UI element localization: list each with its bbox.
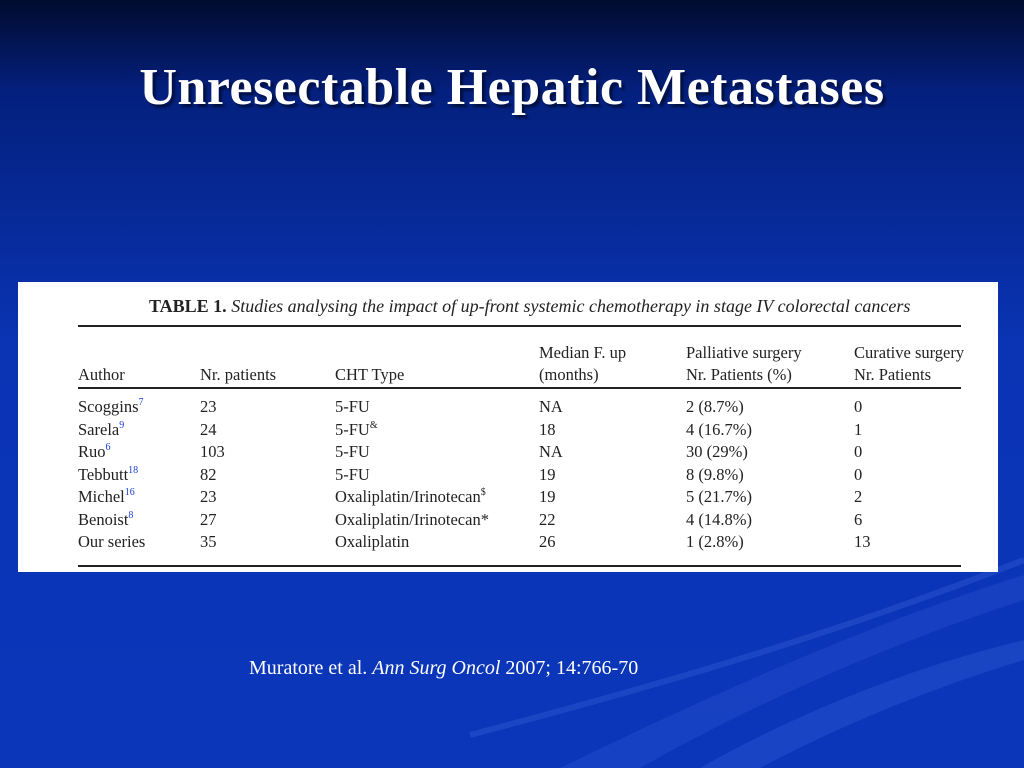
cell-follow-up: 22 [539, 509, 556, 529]
cell-cht-type: Oxaliplatin/Irinotecan* [335, 509, 489, 529]
reference-number[interactable]: 18 [128, 464, 139, 476]
header-follow-up-line1: Median F. up [539, 343, 627, 362]
reference-number[interactable]: 8 [128, 509, 134, 521]
citation-journal: Ann Surg Oncol [372, 657, 501, 679]
cell-patients: 24 [200, 419, 217, 439]
cell-follow-up: NA [539, 442, 563, 461]
reference-number[interactable]: 9 [119, 419, 125, 431]
cell-palliative: 30 (29%) [686, 442, 748, 461]
table-row [18, 509, 998, 532]
cell-author: Scoggins$^7$ [78, 397, 144, 416]
cell-author: Michel$^{16}$ [78, 487, 135, 506]
table-top-rule [78, 325, 961, 327]
cell-patients: 82 [200, 464, 217, 484]
cell-palliative: 1 (2.8%) [686, 532, 744, 551]
cell-curative: 0 [854, 397, 863, 416]
reference-number[interactable]: 6 [105, 442, 111, 453]
table-row [18, 396, 998, 419]
table-bottom-rule [78, 565, 961, 567]
cell-author: Ruo$^6$ [78, 442, 111, 461]
header-palliative-line2: Nr. Patients (%) [686, 365, 792, 384]
cht-footnote-mark: $ [480, 487, 486, 498]
cell-cht-type: 5-FU& [335, 419, 378, 439]
header-follow-up-line2: (months) [539, 365, 599, 384]
cell-cht-type: Oxaliplatin/Irinotecan$ [335, 487, 486, 506]
cell-cht-type: Oxaliplatin [335, 532, 410, 551]
table-caption-text: Studies analysing the impact of up-front systemic chemotherapy in stage IV colorectal cancers [231, 296, 911, 316]
table-row [18, 441, 998, 464]
citation [249, 657, 638, 680]
cell-curative: 6 [854, 509, 863, 529]
table-row [18, 486, 998, 509]
cell-palliative: 4 (16.7%) [686, 419, 752, 439]
cell-cht-type: 5-FU [335, 442, 370, 461]
slide-title: Unresectable Hepatic Metastases [139, 59, 885, 116]
table-row [18, 464, 998, 487]
cell-patients: 35 [200, 532, 217, 551]
header-curative [854, 342, 964, 386]
cell-palliative: 4 (14.8%) [686, 509, 752, 529]
header-cht-type: CHT Type [335, 365, 405, 384]
table-row [18, 531, 998, 554]
cell-curative: 0 [854, 464, 863, 484]
cell-cht-type: 5-FU [335, 397, 370, 416]
header-curative-line1: Curative surgery [854, 343, 965, 362]
cell-patients: 103 [200, 442, 225, 461]
header-author: Author [78, 365, 125, 384]
cell-follow-up: 26 [539, 532, 556, 551]
cell-curative: 0 [854, 442, 863, 461]
table-caption [149, 296, 979, 317]
cell-author: Sarela$^9$ [78, 419, 125, 439]
cell-palliative: 2 (8.7%) [686, 397, 744, 416]
table-row [18, 419, 998, 442]
header-palliative-line1: Palliative surgery [686, 343, 802, 362]
table-header-rule [78, 387, 961, 389]
cell-follow-up: 19 [539, 487, 556, 506]
cht-footnote-mark: & [369, 419, 378, 431]
header-palliative [686, 342, 802, 386]
cell-palliative: 8 (9.8%) [686, 464, 744, 484]
cell-patients: 23 [200, 487, 217, 506]
cell-author: Benoist$^8$ [78, 509, 134, 529]
citation-details: 2007; 14:766-70 [505, 657, 639, 679]
cell-curative: 13 [854, 532, 871, 551]
cell-follow-up: 18 [539, 419, 556, 439]
header-patients: Nr. patients [200, 365, 277, 384]
header-curative-line2: Nr. Patients [854, 365, 931, 384]
table-figure [18, 282, 998, 572]
cell-cht-type: 5-FU [335, 464, 370, 484]
cell-follow-up: 19 [539, 464, 556, 484]
reference-number[interactable]: 7 [138, 397, 144, 408]
citation-authors: Muratore et al. [249, 657, 368, 679]
cell-patients: 27 [200, 509, 217, 529]
table-label: TABLE 1. [149, 296, 227, 316]
cell-curative: 1 [854, 419, 863, 439]
cell-curative: 2 [854, 487, 863, 506]
reference-number[interactable]: 16 [124, 487, 135, 498]
cell-follow-up: NA [539, 397, 563, 416]
cell-palliative: 5 (21.7%) [686, 487, 752, 506]
header-follow-up [539, 342, 626, 386]
cell-author: Tebbutt$^{18}$ [78, 464, 139, 484]
cell-patients: 23 [200, 397, 217, 416]
cell-author: Our series [78, 532, 146, 551]
